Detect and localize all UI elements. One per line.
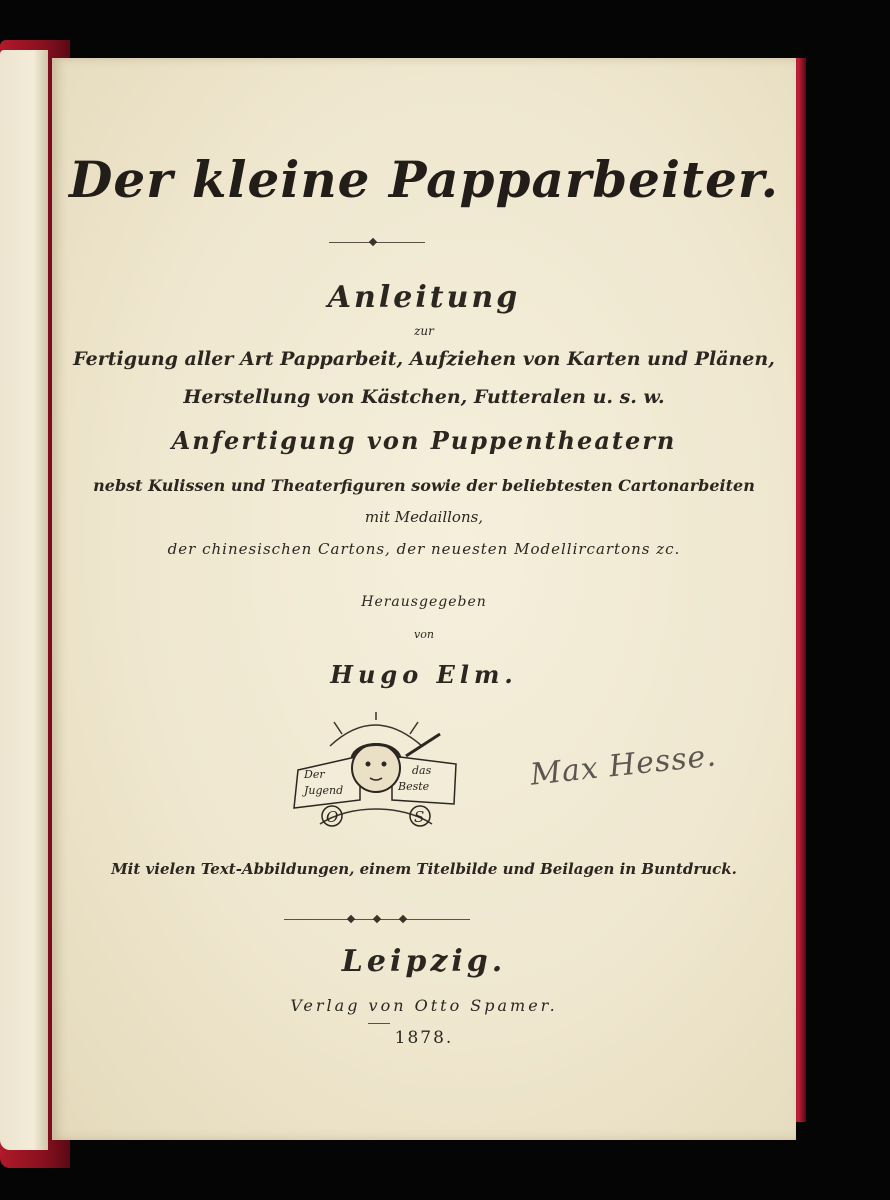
svg-text:dasBeste: das Beste xyxy=(398,764,432,793)
von-label: von xyxy=(414,628,434,641)
subtitle-line-5: mit Medaillons, xyxy=(364,508,484,526)
book-title: Der kleine Papparbeiter. xyxy=(68,150,780,209)
illustrations-note: Mit vielen Text-Abbildungen, einem Titelbilde und Beilagen in Buntdruck. xyxy=(111,860,737,878)
svg-text:DerJugend: Der Jugend xyxy=(304,768,344,797)
subtitle-line-4: nebst Kulissen und Theaterfiguren sowie der beliebtesten Cartonarbeiten xyxy=(93,476,755,495)
title-page xyxy=(52,58,796,1140)
left-page-edge xyxy=(0,50,48,1150)
edited-by-label: Herausgegeben xyxy=(361,594,487,610)
publisher-emblem xyxy=(290,712,462,834)
subtitle-line-6: der chinesischen Cartons, der neuesten Modellircartons zc. xyxy=(167,540,681,558)
subtitle-heading: Anleitung xyxy=(327,280,521,315)
year-rule xyxy=(368,1023,390,1024)
handwritten-signature: Max Hesse. xyxy=(528,738,719,793)
publisher-name: Verlag von Otto Spamer. xyxy=(290,996,558,1015)
subtitle-line-1: Fertigung aller Art Papparbeit, Aufziehen von Karten und Plänen, xyxy=(73,348,775,370)
publication-city: Leipzig. xyxy=(341,944,507,979)
emblem-initial-left: O xyxy=(326,808,339,826)
subtitle-zur: zur xyxy=(414,324,434,338)
subtitle-line-3: Anfertigung von Puppentheatern xyxy=(171,426,677,455)
author-name: Hugo Elm. xyxy=(330,660,518,689)
emblem-initial-right: S xyxy=(414,808,425,826)
publication-year: 1878. xyxy=(394,1028,454,1048)
subtitle-line-2: Herstellung von Kästchen, Futteralen u. s. w. xyxy=(183,386,665,408)
